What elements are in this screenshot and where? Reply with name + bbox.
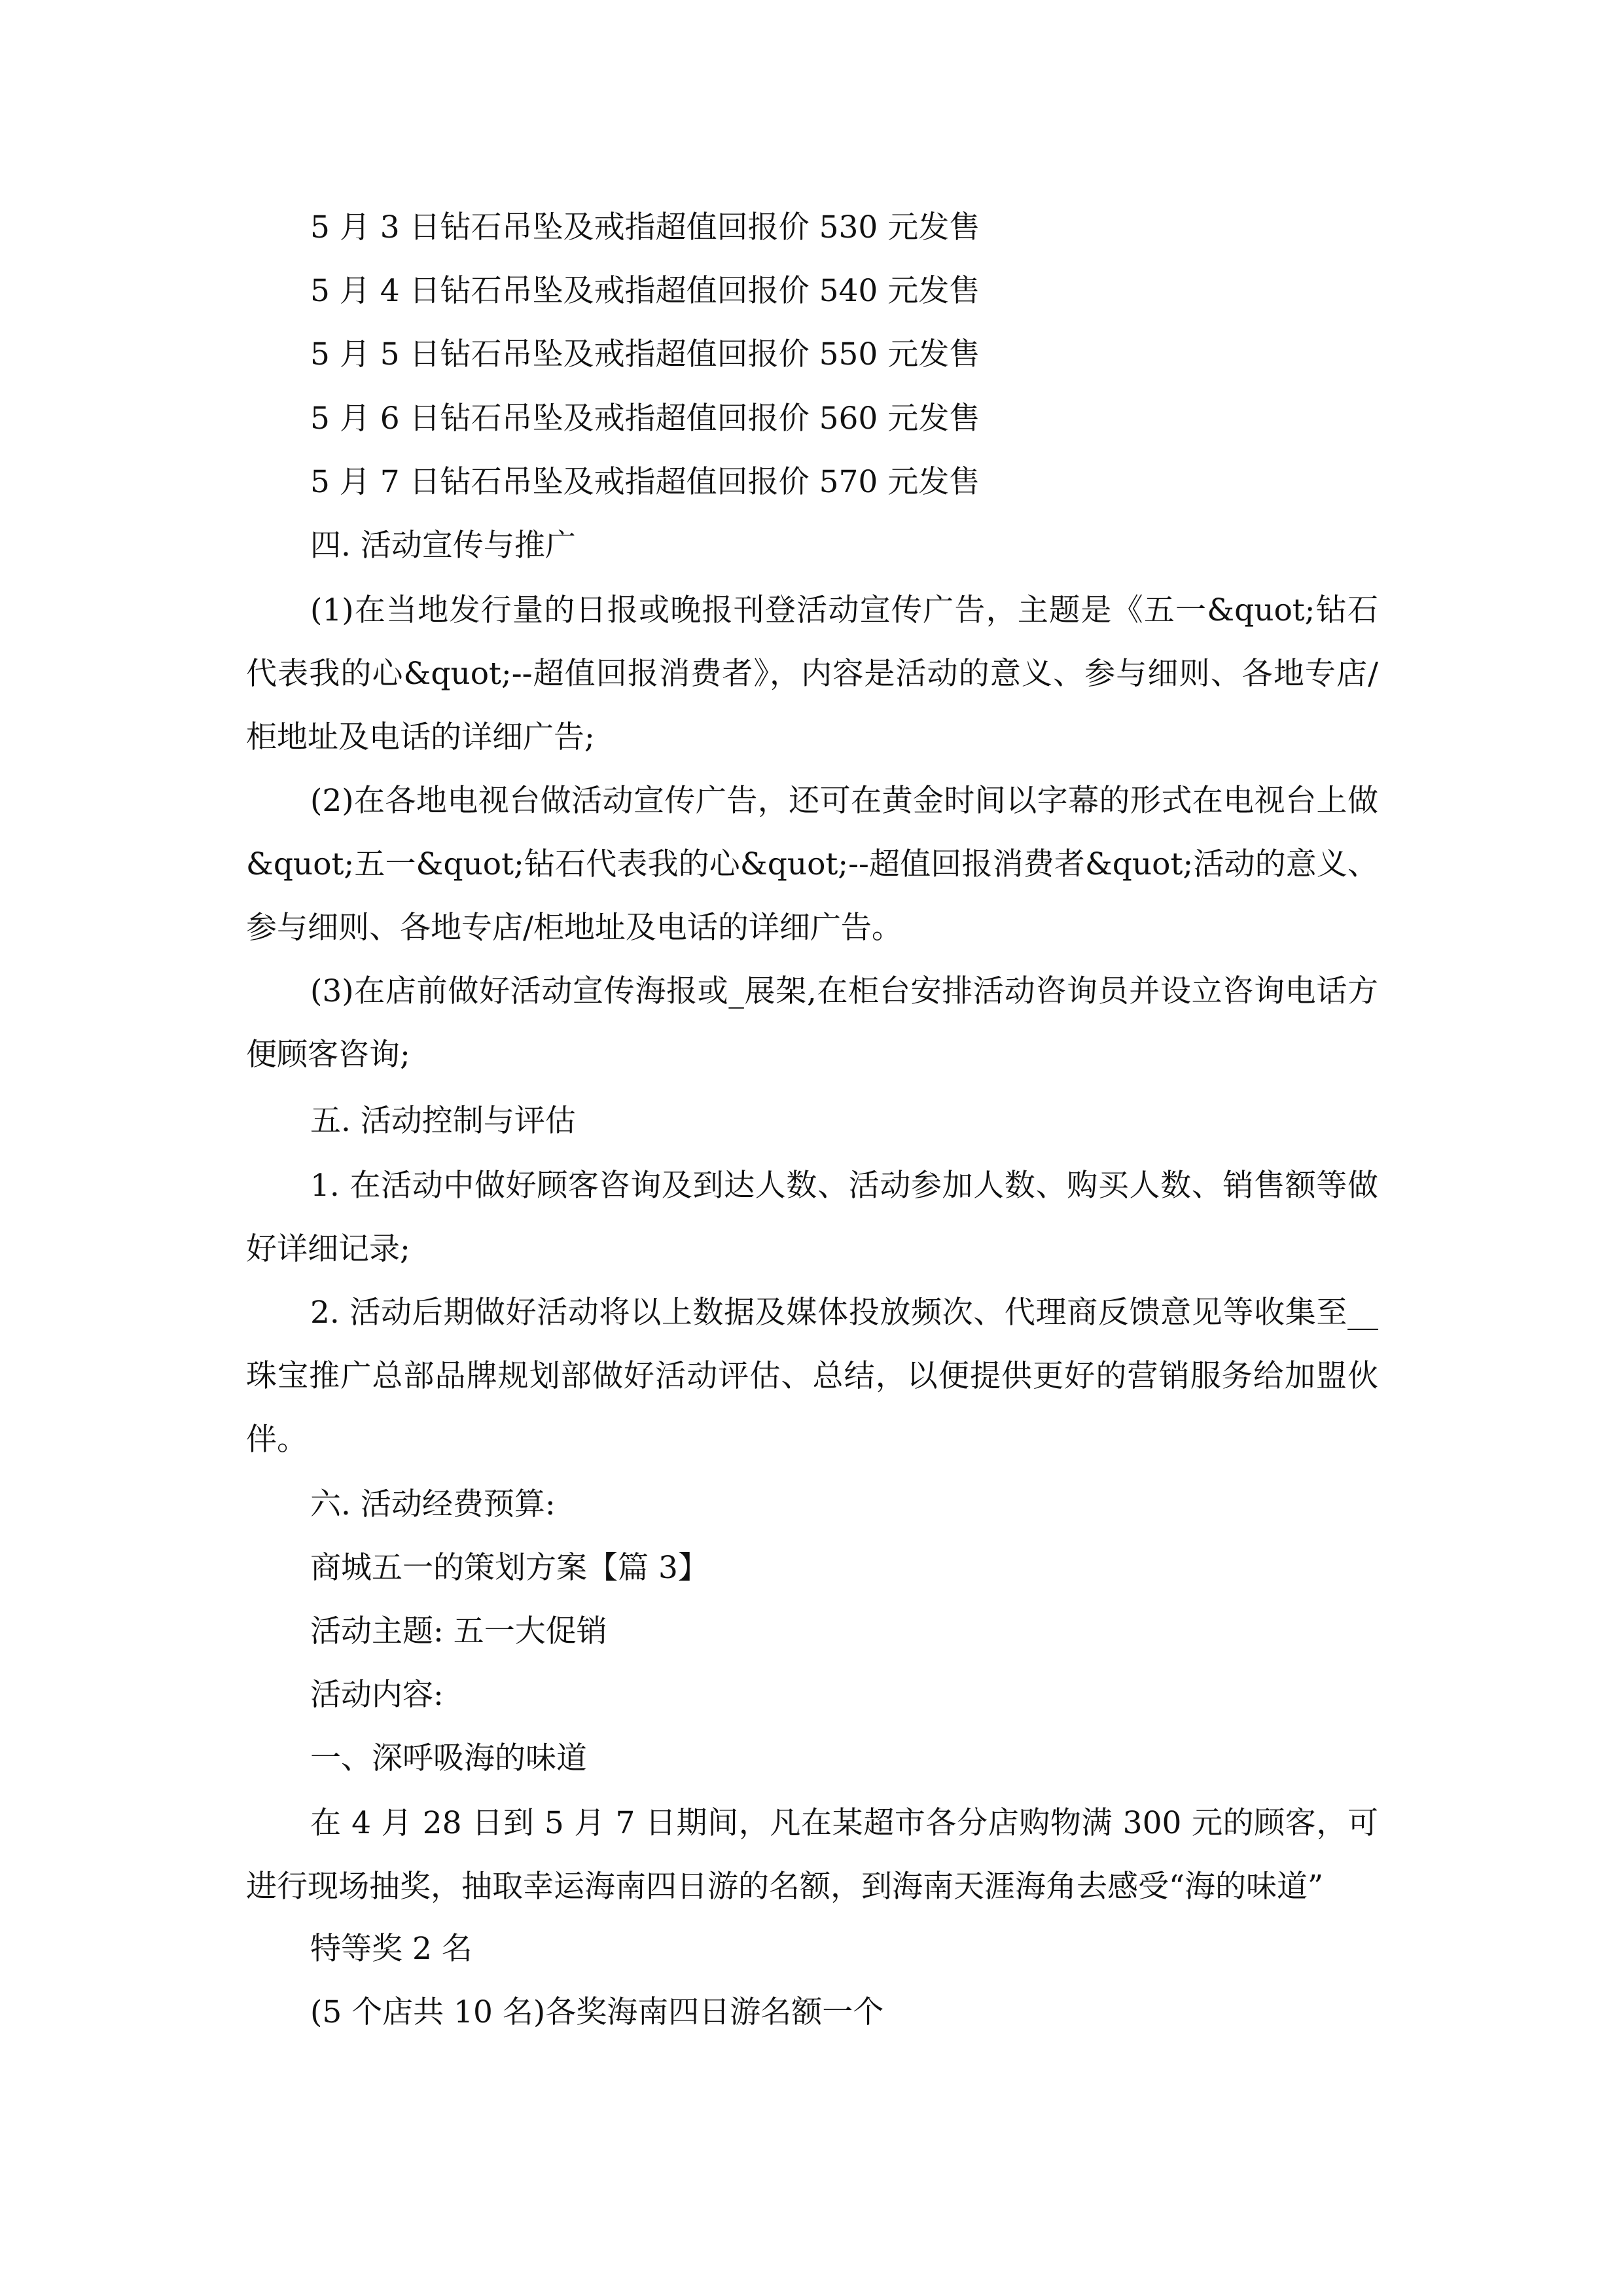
part-title: 商城五一的策划方案【篇 3】: [310, 1550, 709, 1586]
section-heading: 四. 活动宣传与推广: [310, 528, 576, 564]
paragraph: (1)在当地发行量的日报或晚报刊登活动宣传广告，主题是《五一&quot;钻石代表我的心&quot;--超值回报消费者》，内容是活动的意义、参与细则、各地专店/柜地址及电话的详细广告;: [246, 592, 1378, 755]
price-line: 5 月 5 日钻石吊坠及戒指超值回报价 550 元发售: [310, 336, 980, 372]
paragraph: 2. 活动后期做好活动将以上数据及媒体投放频次、代理商反馈意见等收集至__珠宝推广总部品牌规划部做好活动评估、总结，以便提供更好的营销服务给加盟伙伴。: [246, 1295, 1378, 1458]
price-line: 5 月 4 日钻石吊坠及戒指超值回报价 540 元发售: [310, 273, 980, 309]
price-line: 5 月 3 日钻石吊坠及戒指超值回报价 530 元发售: [310, 209, 980, 245]
paragraph: 1. 在活动中做好顾客咨询及到达人数、活动参加人数、购买人数、销售额等做好详细记录;: [246, 1168, 1378, 1267]
item-heading: 一、深呼吸海的味道: [310, 1740, 587, 1776]
prize-line: 特等奖 2 名: [310, 1931, 473, 1967]
price-line: 5 月 7 日钻石吊坠及戒指超值回报价 570 元发售: [310, 464, 980, 500]
paragraph: 在 4 月 28 日到 5 月 7 日期间，凡在某超市各分店购物满 300 元的顾客，可进行现场抽奖，抽取幸运海南四日游的名额，到海南天涯海角去感受“海的味道”: [246, 1805, 1378, 1905]
section-heading: 五. 活动控制与评估: [310, 1103, 576, 1139]
content-label: 活动内容:: [310, 1677, 444, 1713]
paragraph: (2)在各地电视台做活动宣传广告，还可在黄金时间以字幕的形式在电视台上做&quot;五一&quot;钻石代表我的心&quot;--超值回报消费者&quot;活动的意义、参与细则、各地专店/柜地址及电话的详细广告。: [246, 783, 1378, 946]
section-heading: 六. 活动经费预算:: [310, 1486, 556, 1522]
paragraph: (3)在店前做好活动宣传海报或_展架,在柜台安排活动咨询员并设立咨询电话方便顾客咨询;: [246, 973, 1378, 1073]
theme-line: 活动主题: 五一大促销: [310, 1613, 607, 1649]
prize-detail-line: (5 个店共 10 名)各奖海南四日游名额一个: [310, 1994, 884, 2030]
price-line: 5 月 6 日钻石吊坠及戒指超值回报价 560 元发售: [310, 401, 980, 437]
